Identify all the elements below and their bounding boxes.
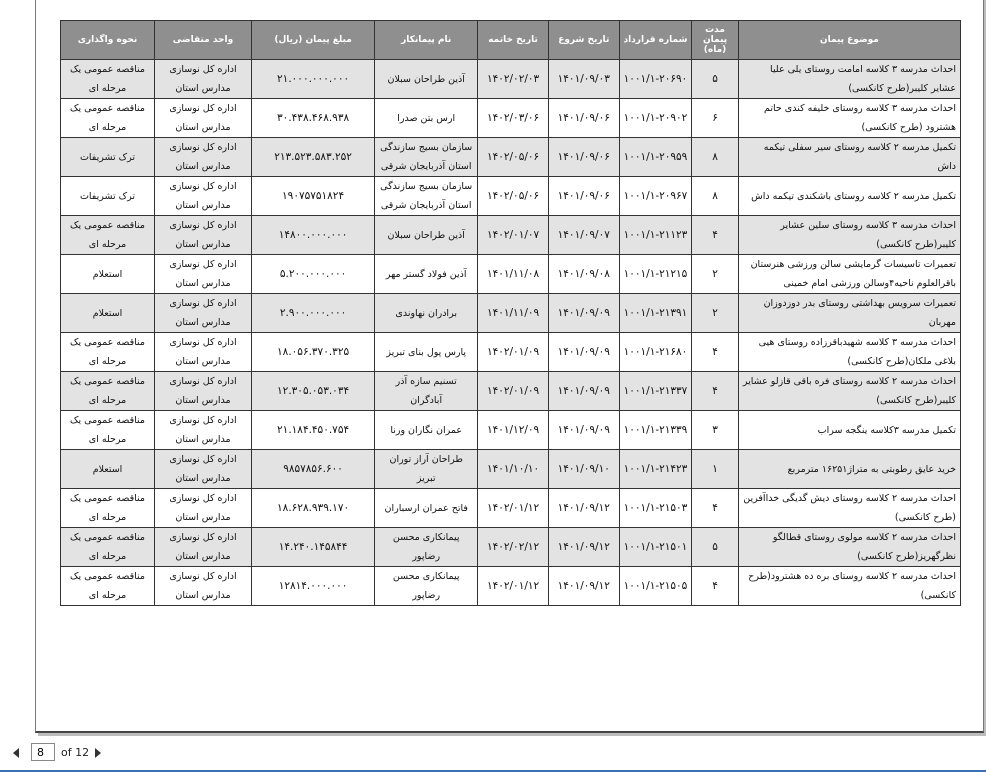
cell-subject: تکمیل مدرسه ۲ کلاسه روستای سیر سفلی تیکمه داش — [738, 138, 960, 177]
header-end-date: تاریخ خاتمه — [478, 21, 549, 60]
cell-duration: ۲ — [692, 255, 738, 294]
cell-contract-no: ۱۰۰۱/۱-۲۱۳۹۱ — [619, 294, 692, 333]
cell-start-date: ۱۴۰۱/۰۹/۰۹ — [548, 372, 619, 411]
cell-subject: احداث مدرسه ۲ کلاسه مولوی روستای قطالگو نظرگهریز(طرح کانکسی) — [738, 528, 960, 567]
cell-duration: ۸ — [692, 177, 738, 216]
cell-duration: ۶ — [692, 99, 738, 138]
cell-duration: ۲ — [692, 294, 738, 333]
cell-start-date: ۱۴۰۱/۰۹/۰۶ — [548, 177, 619, 216]
cell-applicant: اداره کل نوسازی مدارس استان — [155, 294, 252, 333]
cell-applicant: اداره کل نوسازی مدارس استان — [155, 450, 252, 489]
cell-start-date: ۱۴۰۱/۰۹/۰۶ — [548, 138, 619, 177]
cell-applicant: اداره کل نوسازی مدارس استان — [155, 528, 252, 567]
cell-duration: ۴ — [692, 567, 738, 606]
cell-subject: احداث مدرسه ۲ کلاسه روستای دیش گدیگی خداآفرین (طرح کانکسی) — [738, 489, 960, 528]
cell-method: ترک تشریفات — [61, 177, 155, 216]
cell-end-date: ۱۴۰۲/۰۵/۰۶ — [478, 177, 549, 216]
cell-method: مناقصه عمومی یک مرحله ای — [61, 567, 155, 606]
cell-subject: احداث مدرسه ۳ کلاسه امامت روستای یلی علیا عشایر کلیبر(طرح کانکسی) — [738, 60, 960, 99]
table-row — [61, 372, 961, 411]
table-row — [61, 294, 961, 333]
cell-applicant: اداره کل نوسازی مدارس استان — [155, 255, 252, 294]
cell-end-date: ۱۴۰۲/۰۲/۱۲ — [478, 528, 549, 567]
cell-amount: ۱۹۰۷۵۷۵۱۸۲۴ — [251, 177, 374, 216]
cell-start-date: ۱۴۰۱/۰۹/۱۰ — [548, 450, 619, 489]
cell-applicant: اداره کل نوسازی مدارس استان — [155, 216, 252, 255]
cell-amount: ۹۸۵۷۸۵۶.۶۰۰ — [251, 450, 374, 489]
cell-contract-no: ۱۰۰۱/۱-۲۱۵۰۱ — [619, 528, 692, 567]
cell-subject: تکمیل مدرسه ۲ کلاسه روستای باشکندی تیکمه داش — [738, 177, 960, 216]
cell-method: مناقصه عمومی یک مرحله ای — [61, 99, 155, 138]
cell-method: مناقصه عمومی یک مرحله ای — [61, 489, 155, 528]
cell-duration: ۴ — [692, 372, 738, 411]
cell-amount: ۱۴۸۰۰.۰۰۰.۰۰۰ — [251, 216, 374, 255]
cell-amount: ۱۲.۳۰۵.۰۵۳.۰۳۴ — [251, 372, 374, 411]
page-number-input[interactable] — [31, 743, 55, 761]
cell-contract-no: ۱۰۰۱/۱-۲۰۹۰۲ — [619, 99, 692, 138]
cell-contract-no: ۱۰۰۱/۱-۲۱۲۱۵ — [619, 255, 692, 294]
cell-method: مناقصه عمومی یک مرحله ای — [61, 216, 155, 255]
header-method: نحوه واگذاری — [61, 21, 155, 60]
cell-applicant: اداره کل نوسازی مدارس استان — [155, 333, 252, 372]
cell-method: استعلام — [61, 294, 155, 333]
cell-duration: ۵ — [692, 528, 738, 567]
cell-method: مناقصه عمومی یک مرحله ای — [61, 411, 155, 450]
cell-end-date: ۱۴۰۲/۰۱/۱۲ — [478, 489, 549, 528]
cell-contractor: سازمان بسیج سازندگی استان آذربایجان شرقی — [375, 138, 478, 177]
cell-start-date: ۱۴۰۱/۰۹/۰۹ — [548, 411, 619, 450]
cell-applicant: اداره کل نوسازی مدارس استان — [155, 177, 252, 216]
cell-contractor: آذین طراحان سبلان — [375, 60, 478, 99]
cell-start-date: ۱۴۰۱/۰۹/۰۳ — [548, 60, 619, 99]
cell-contractor: پارس پول بنای تبریز — [375, 333, 478, 372]
table-row — [61, 528, 961, 567]
header-applicant: واحد متقاضی — [155, 21, 252, 60]
cell-subject: تعمیرات تاسیسات گرمایشی سالن ورزشی هنرستان باقرالعلوم ناحیه۴وسالن ورزشی امام خمینی — [738, 255, 960, 294]
cell-method: مناقصه عمومی یک مرحله ای — [61, 333, 155, 372]
cell-start-date: ۱۴۰۱/۰۹/۰۷ — [548, 216, 619, 255]
cell-contractor: آذین طراحان سبلان — [375, 216, 478, 255]
cell-subject: تکمیل مدرسه ۳کلاسه ینگجه سراب — [738, 411, 960, 450]
cell-amount: ۵.۲۰۰.۰۰۰.۰۰۰ — [251, 255, 374, 294]
cell-contractor: عمران نگاران ورنا — [375, 411, 478, 450]
cell-amount: ۲۱.۰۰۰.۰۰۰.۰۰۰ — [251, 60, 374, 99]
cell-method: مناقصه عمومی یک مرحله ای — [61, 528, 155, 567]
cell-end-date: ۱۴۰۲/۰۱/۰۷ — [478, 216, 549, 255]
cell-duration: ۴ — [692, 489, 738, 528]
cell-end-date: ۱۴۰۱/۱۱/۰۹ — [478, 294, 549, 333]
cell-start-date: ۱۴۰۱/۰۹/۱۲ — [548, 489, 619, 528]
cell-end-date: ۱۴۰۱/۱۱/۰۸ — [478, 255, 549, 294]
cell-applicant: اداره کل نوسازی مدارس استان — [155, 60, 252, 99]
cell-end-date: ۱۴۰۲/۰۱/۰۹ — [478, 333, 549, 372]
cell-contract-no: ۱۰۰۱/۱-۲۱۵۰۳ — [619, 489, 692, 528]
table-row — [61, 450, 961, 489]
header-contractor: نام پیمانکار — [375, 21, 478, 60]
cell-amount: ۱۲۸۱۴.۰۰۰.۰۰۰ — [251, 567, 374, 606]
cell-amount: ۲۱۳.۵۲۳.۵۸۳.۲۵۲ — [251, 138, 374, 177]
table-header-row — [61, 21, 961, 60]
header-subject: موضوع پیمان — [738, 21, 960, 60]
cell-contractor: تسنیم سازه آذر آبادگران — [375, 372, 478, 411]
page-count-label: of 12 — [61, 746, 90, 759]
cell-duration: ۴ — [692, 333, 738, 372]
table-row — [61, 567, 961, 606]
table-row — [61, 138, 961, 177]
previous-page-icon[interactable] — [13, 748, 19, 758]
cell-amount: ۲.۹۰۰.۰۰۰.۰۰۰ — [251, 294, 374, 333]
cell-contractor: طراحان آراز توران تبریز — [375, 450, 478, 489]
cell-start-date: ۱۴۰۱/۰۹/۰۶ — [548, 99, 619, 138]
cell-subject: احداث مدرسه ۳ کلاسه روستای سلین عشایر کلیبر(طرح کانکسی) — [738, 216, 960, 255]
cell-contractor: سازمان بسیج سازندگی استان آذربایجان شرقی — [375, 177, 478, 216]
table-row — [61, 177, 961, 216]
cell-start-date: ۱۴۰۱/۰۹/۱۲ — [548, 567, 619, 606]
header-amount: مبلغ پیمان (ریال) — [251, 21, 374, 60]
cell-applicant: اداره کل نوسازی مدارس استان — [155, 489, 252, 528]
cell-start-date: ۱۴۰۱/۰۹/۰۹ — [548, 333, 619, 372]
cell-duration: ۴ — [692, 216, 738, 255]
cell-contract-no: ۱۰۰۱/۱-۲۱۴۲۳ — [619, 450, 692, 489]
cell-subject: احداث مدرسه ۲ کلاسه روستای فره باقی قازلو عشایر کلیبر(طرح کانکسی) — [738, 372, 960, 411]
cell-contract-no: ۱۰۰۱/۱-۲۱۳۳۷ — [619, 372, 692, 411]
table-body — [61, 60, 961, 606]
cell-end-date: ۱۴۰۲/۰۳/۰۶ — [478, 99, 549, 138]
cell-applicant: اداره کل نوسازی مدارس استان — [155, 99, 252, 138]
table-row — [61, 216, 961, 255]
cell-end-date: ۱۴۰۱/۱۰/۱۰ — [478, 450, 549, 489]
cell-end-date: ۱۴۰۱/۱۲/۰۹ — [478, 411, 549, 450]
cell-subject: تعمیرات سرویس بهداشتی روستای بدر دوزدوزان مهربان — [738, 294, 960, 333]
table-row — [61, 60, 961, 99]
header-start-date: تاریخ شروع — [548, 21, 619, 60]
cell-contractor: فاتح عمران ارسباران — [375, 489, 478, 528]
table-row — [61, 255, 961, 294]
header-duration: مدت پیمان (ماه) — [692, 21, 738, 60]
cell-subject: احداث مدرسه ۲ کلاسه روستای بره ده هشترود(طرح کانکسی) — [738, 567, 960, 606]
cell-duration: ۳ — [692, 411, 738, 450]
cell-end-date: ۱۴۰۲/۰۵/۰۶ — [478, 138, 549, 177]
cell-subject: احداث مدرسه ۳ کلاسه شهیدباقرزاده روستای هیی بلاغی ملکان(طرح کانکسی) — [738, 333, 960, 372]
cell-contract-no: ۱۰۰۱/۱-۲۰۹۶۷ — [619, 177, 692, 216]
table-row — [61, 333, 961, 372]
cell-subject: خرید عایق رطوبتی به متراژ۱۶۲۵۱ مترمربع — [738, 450, 960, 489]
cell-start-date: ۱۴۰۱/۰۹/۰۹ — [548, 294, 619, 333]
header-contract-no: شماره قرارداد — [619, 21, 692, 60]
cell-contract-no: ۱۰۰۱/۱-۲۱۳۳۹ — [619, 411, 692, 450]
cell-start-date: ۱۴۰۱/۰۹/۰۸ — [548, 255, 619, 294]
next-page-icon[interactable] — [95, 748, 101, 758]
cell-start-date: ۱۴۰۱/۰۹/۱۲ — [548, 528, 619, 567]
cell-contract-no: ۱۰۰۱/۱-۲۰۶۹۰ — [619, 60, 692, 99]
cell-duration: ۱ — [692, 450, 738, 489]
cell-method: مناقصه عمومی یک مرحله ای — [61, 60, 155, 99]
page-navigation-bar — [0, 736, 986, 772]
cell-contract-no: ۱۰۰۱/۱-۲۱۵۰۵ — [619, 567, 692, 606]
cell-applicant: اداره کل نوسازی مدارس استان — [155, 138, 252, 177]
table-row — [61, 99, 961, 138]
cell-method: ترک تشریفات — [61, 138, 155, 177]
cell-contractor: پیمانکاری محسن رضاپور — [375, 528, 478, 567]
table-row — [61, 411, 961, 450]
cell-method: مناقصه عمومی یک مرحله ای — [61, 372, 155, 411]
cell-subject: احداث مدرسه ۳ کلاسه روستای خلیفه کندی حاتم هشترود (طرح کانکسی) — [738, 99, 960, 138]
cell-amount: ۱۸.۶۲۸.۹۳۹.۱۷۰ — [251, 489, 374, 528]
cell-amount: ۳۰.۴۳۸.۴۶۸.۹۳۸ — [251, 99, 374, 138]
cell-contractor: ارس بتن صدرا — [375, 99, 478, 138]
cell-amount: ۱۴.۲۴۰.۱۴۵۸۴۴ — [251, 528, 374, 567]
cell-contractor: پیمانکاری محسن رضاپور — [375, 567, 478, 606]
cell-end-date: ۱۴۰۲/۰۱/۰۹ — [478, 372, 549, 411]
cell-applicant: اداره کل نوسازی مدارس استان — [155, 411, 252, 450]
cell-contractor: برادران نهاوندی — [375, 294, 478, 333]
cell-method: استعلام — [61, 450, 155, 489]
cell-contractor: آذین فولاد گستر مهر — [375, 255, 478, 294]
cell-amount: ۱۸.۰۵۶.۳۷۰.۳۲۵ — [251, 333, 374, 372]
cell-duration: ۵ — [692, 60, 738, 99]
contracts-table — [60, 20, 961, 606]
cell-applicant: اداره کل نوسازی مدارس استان — [155, 567, 252, 606]
cell-end-date: ۱۴۰۲/۰۱/۱۲ — [478, 567, 549, 606]
cell-end-date: ۱۴۰۲/۰۲/۰۳ — [478, 60, 549, 99]
cell-amount: ۲۱.۱۸۴.۴۵۰.۷۵۴ — [251, 411, 374, 450]
cell-duration: ۸ — [692, 138, 738, 177]
cell-contract-no: ۱۰۰۱/۱-۲۱۶۸۰ — [619, 333, 692, 372]
cell-applicant: اداره کل نوسازی مدارس استان — [155, 372, 252, 411]
cell-contract-no: ۱۰۰۱/۱-۲۱۱۲۳ — [619, 216, 692, 255]
cell-contract-no: ۱۰۰۱/۱-۲۰۹۵۹ — [619, 138, 692, 177]
table-row — [61, 489, 961, 528]
cell-method: استعلام — [61, 255, 155, 294]
